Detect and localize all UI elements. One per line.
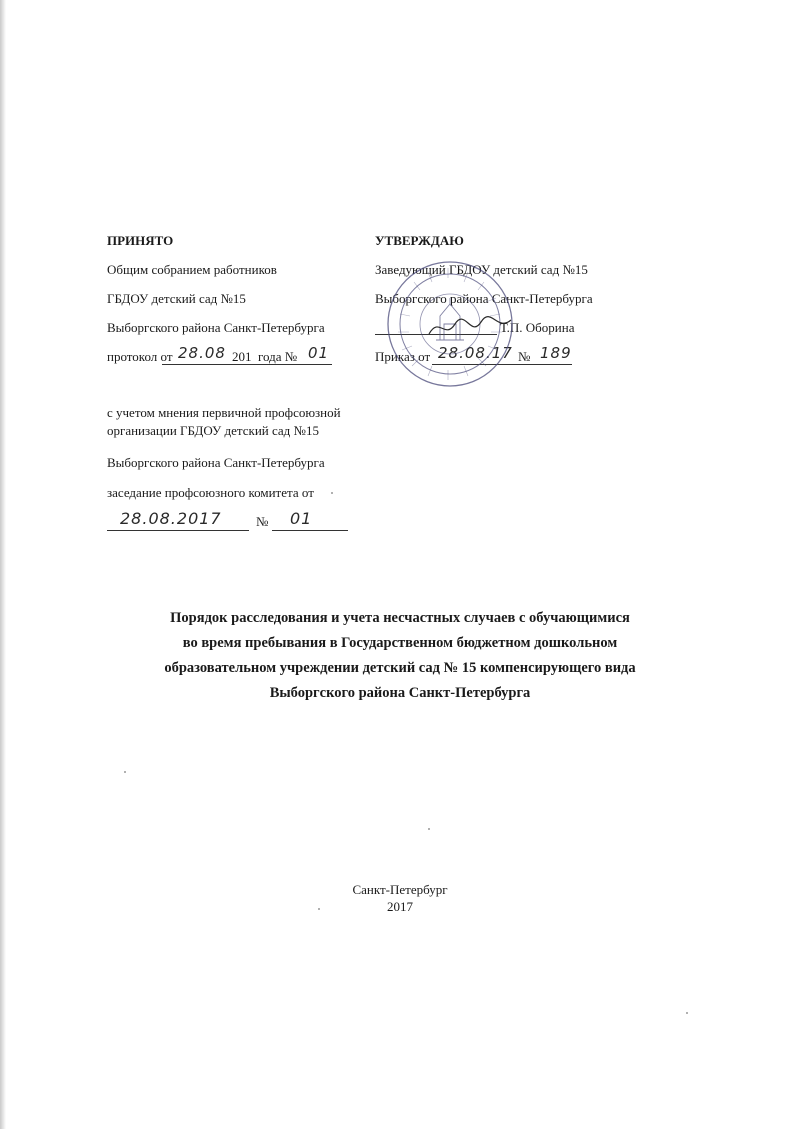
union-number-label: № — [256, 514, 269, 529]
order-prefix: Приказ от — [375, 349, 431, 364]
protocol-number-handwritten: 01 — [308, 344, 330, 362]
protocol-prefix: протокол от — [107, 349, 173, 364]
scan-edge-shadow — [0, 0, 6, 1129]
union-line-3: Выборгского района Санкт-Петербурга — [107, 455, 325, 470]
accepted-heading: ПРИНЯТО — [107, 233, 174, 248]
footer-city: Санкт-Петербург — [352, 882, 448, 897]
accepted-line-2: ГБДОУ детский сад №15 — [107, 291, 246, 306]
union-line-1: с учетом мнения первичной профсоюзной — [107, 405, 341, 420]
scan-speck — [318, 908, 320, 910]
union-date-handwritten: 28.08.2017 — [120, 509, 222, 528]
footer-year: 2017 — [387, 899, 413, 914]
title-line-4: Выборгского района Санкт-Петербурга — [269, 685, 531, 701]
scan-speck — [331, 492, 333, 494]
order-number-label: № — [518, 349, 531, 364]
order-number-handwritten: 189 — [540, 344, 572, 362]
title-line-1: Порядок расследования и учета несчастных случаев с обучающимися — [170, 610, 630, 626]
scan-speck — [124, 771, 126, 773]
approved-line-1: Заведующий ГБДОУ детский сад №15 — [375, 262, 588, 277]
order-date-handwritten: 28.08.17 — [438, 344, 513, 362]
union-line-4: заседание профсоюзного комитета от — [107, 485, 314, 500]
approved-heading: УТВЕРЖДАЮ — [375, 233, 464, 248]
accepted-line-3: Выборгского района Санкт-Петербурга — [107, 320, 325, 335]
protocol-underline — [162, 364, 332, 365]
signer-name: Т.П. Оборина — [500, 320, 575, 335]
title-line-3: образовательном учреждении детский сад № 15 компенсирующего вида — [164, 660, 636, 676]
title-line-2: во время пребывания в Государственном бюджетном дошкольном — [182, 635, 618, 651]
handwritten-signature — [425, 312, 515, 342]
union-number-handwritten: 01 — [290, 509, 313, 528]
protocol-year-suffix: года № — [258, 349, 298, 364]
scan-speck — [428, 828, 430, 830]
protocol-date-handwritten: 28.08 — [178, 344, 226, 362]
accepted-line-1: Общим собранием работников — [107, 262, 277, 277]
union-date-underline — [107, 530, 249, 531]
union-line-2: организации ГБДОУ детский сад №15 — [107, 423, 319, 438]
scan-speck — [686, 1012, 688, 1014]
approved-line-2: Выборгского района Санкт-Петербурга — [375, 291, 593, 306]
protocol-year: 201 — [232, 349, 252, 364]
union-number-underline — [272, 530, 348, 531]
